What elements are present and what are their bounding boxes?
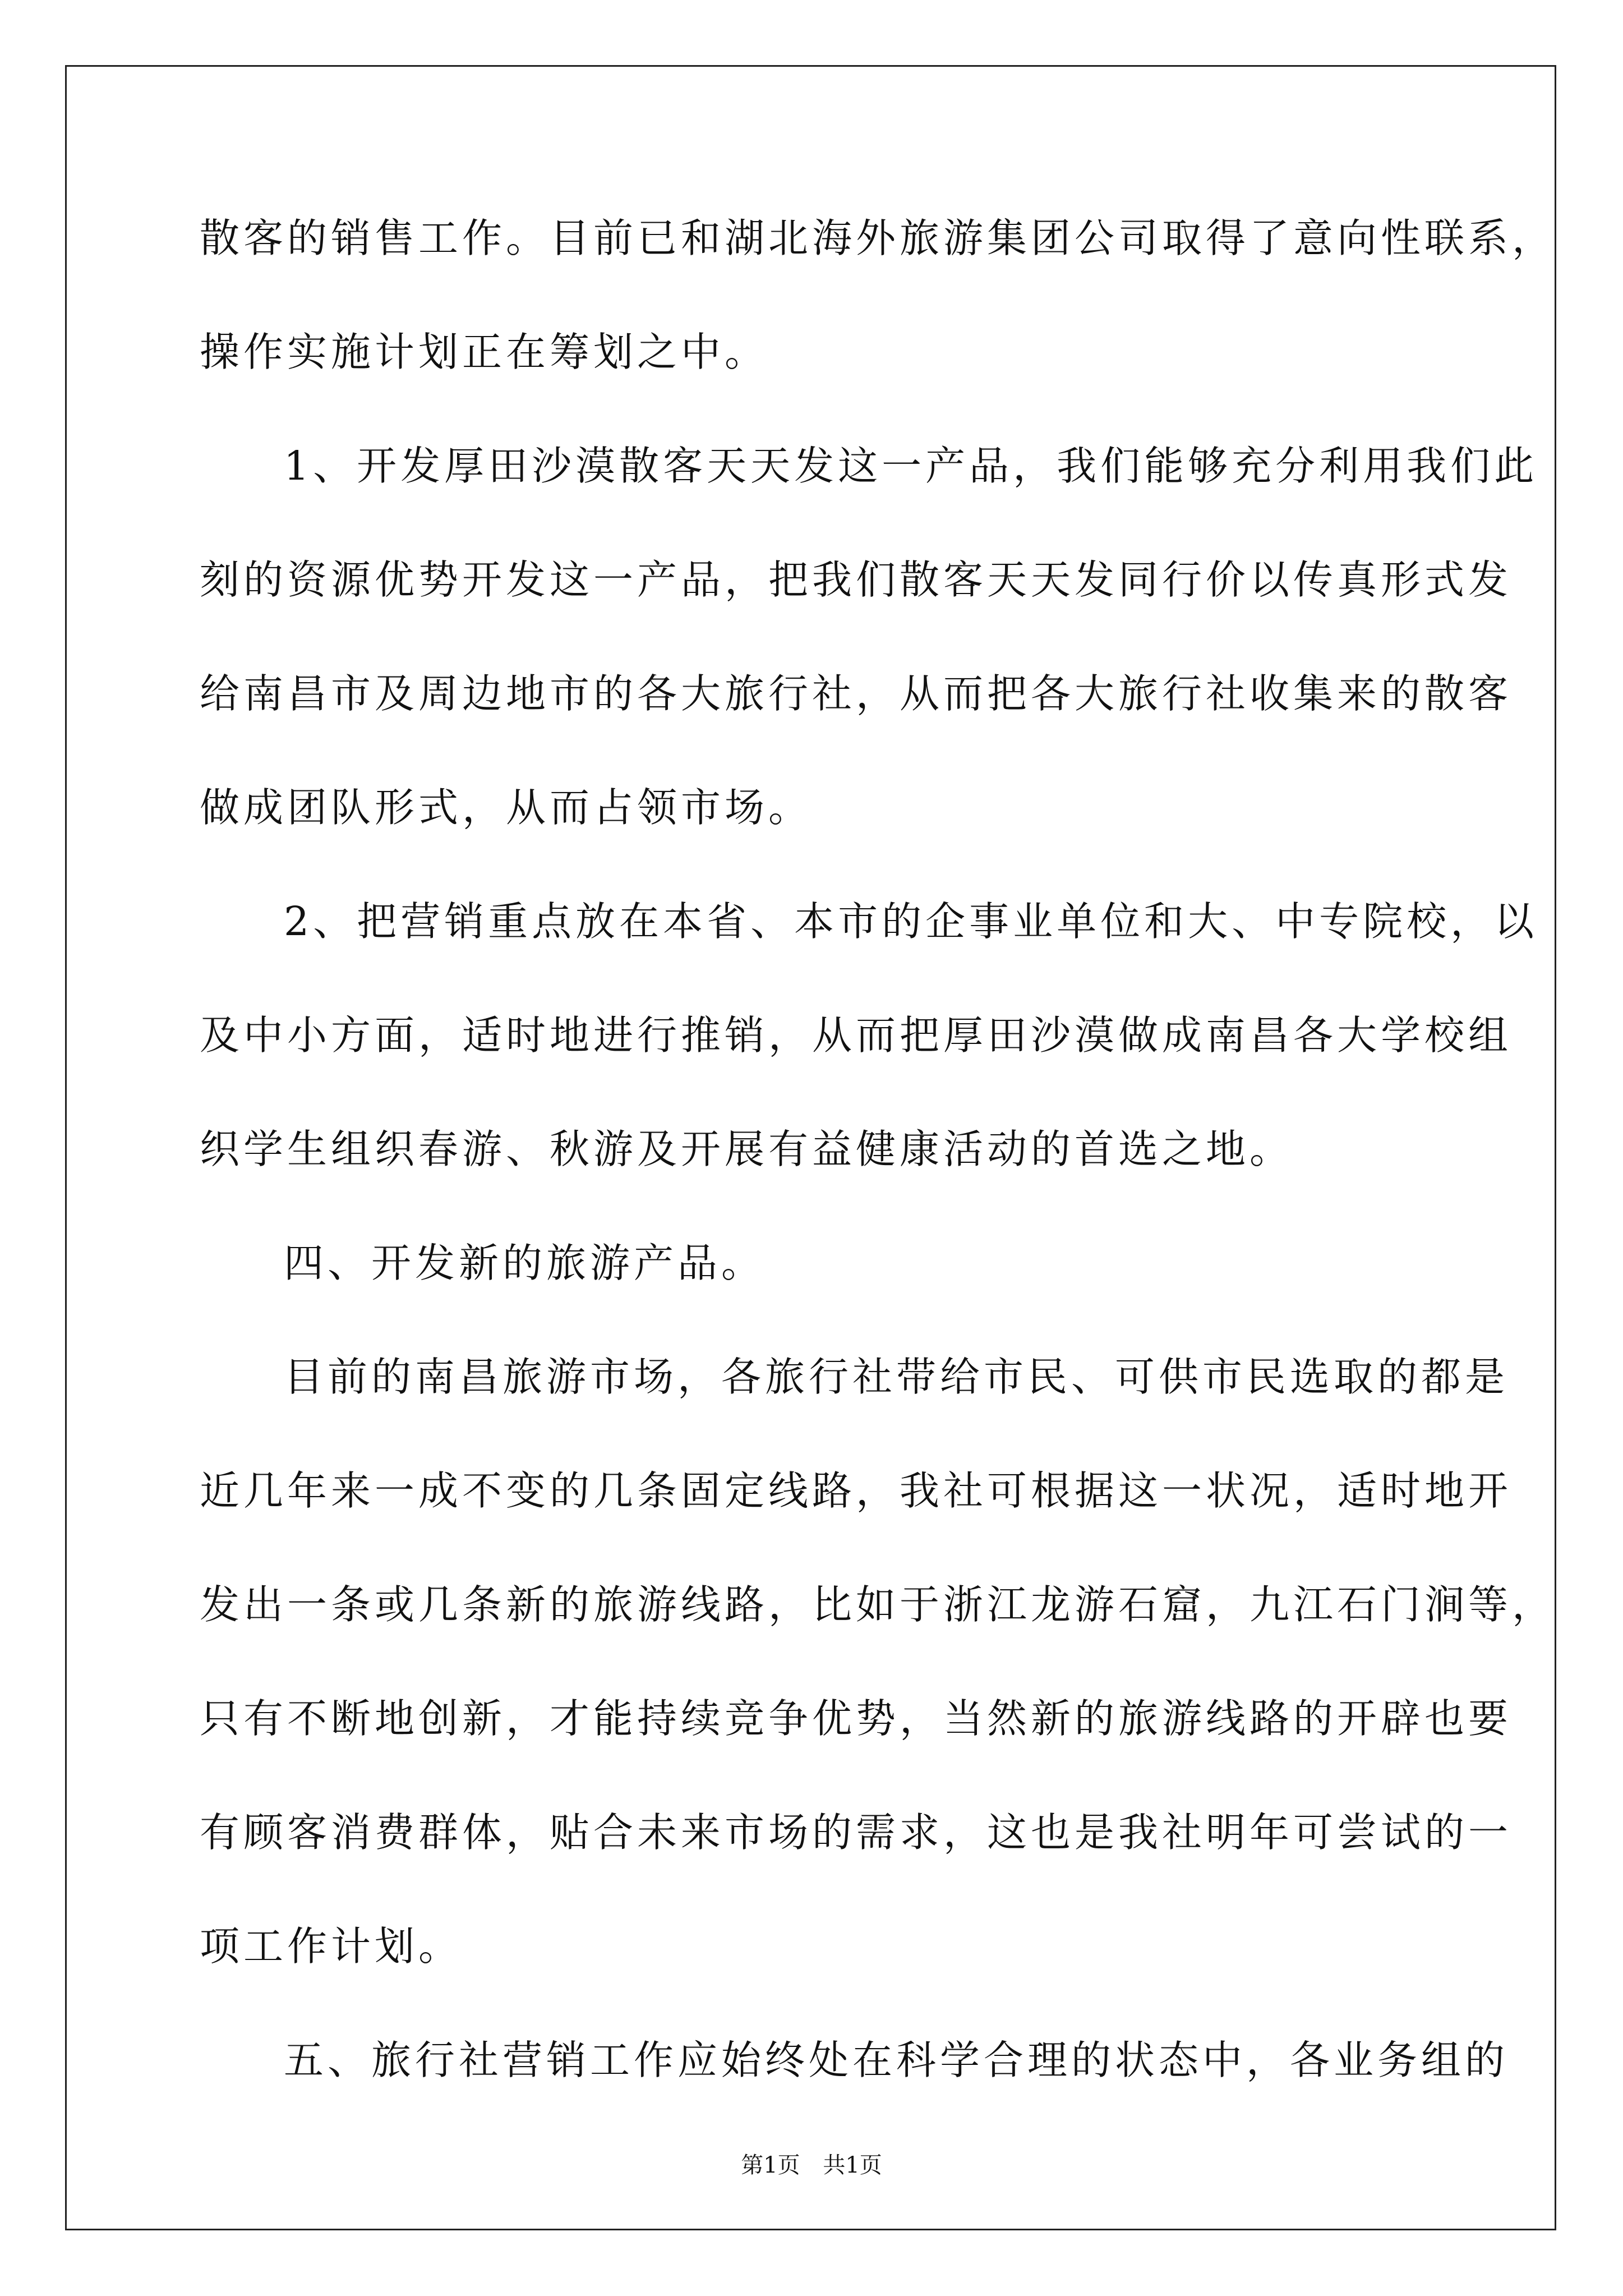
text-line: 目前的南昌旅游市场，各旅行社带给市民、可供市民选取的都是 [284,1354,1509,1400]
text-line: 有顾客消费群体，贴合未来市场的需求，这也是我社明年可尝试的一 [200,1809,1513,1856]
page-total: 共1页 [823,2152,882,2178]
text-line: 近几年来一成不变的几条固定线路，我社可根据这一状况，适时地开 [200,1467,1513,1514]
text-line: 及中小方面，适时地进行推销，从而把厚田沙漠做成南昌各大学校组 [200,1012,1513,1059]
text-line: 散客的销售工作。目前已和湖北海外旅游集团公司取得了意向性联系， [200,215,1556,261]
text-line: 1、开发厚田沙漠散客天天发这一产品，我们能够充分利用我们此 [284,443,1538,489]
text-line: 做成团队形式，从而占领市场。 [200,784,813,831]
text-line: 刻的资源优势开发这一产品，把我们散客天天发同行价以传真形式发 [200,556,1513,603]
text-line: 织学生组织春游、秋游及开展有益健康活动的首选之地。 [200,1126,1294,1172]
text-line: 操作实施计划正在筹划之中。 [200,329,769,375]
page-number: 第1页 [741,2152,800,2178]
text-line: 2、把营销重点放在本省、本市的企事业单位和大、中专院校，以 [284,898,1538,945]
section-heading: 四、开发新的旅游产品。 [284,1240,766,1286]
text-line: 发出一条或几条新的旅游线路，比如于浙江龙游石窟，九江石门涧等， [200,1581,1556,1628]
text-line: 给南昌市及周边地市的各大旅行社，从而把各大旅行社收集来的散客 [200,670,1513,717]
text-line: 只有不断地创新，才能持续竞争优势，当然新的旅游线路的开辟也要 [200,1695,1513,1742]
section-heading: 五、旅行社营销工作应始终处在科学合理的状态中，各业务组的 [284,2037,1509,2083]
page-footer [0,2151,1623,2179]
text-line: 项工作计划。 [200,1923,463,1970]
